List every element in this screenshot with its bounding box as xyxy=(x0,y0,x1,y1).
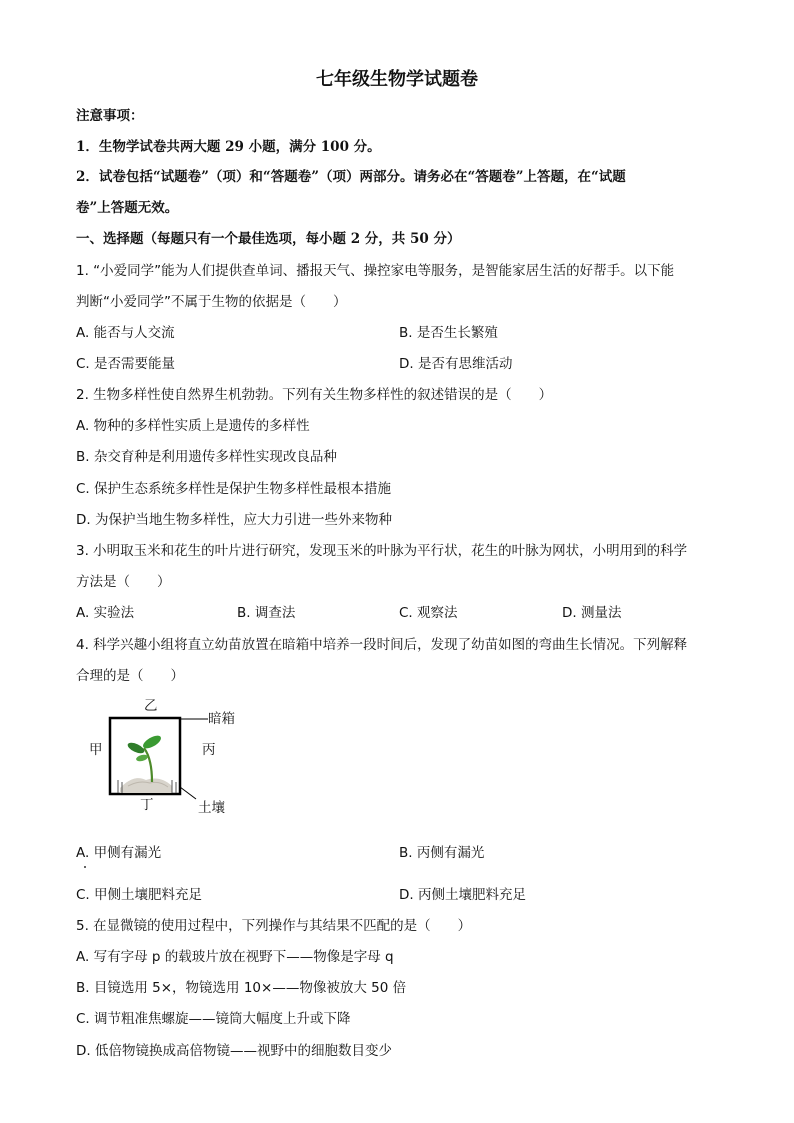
q1-option-b: B. 是否生长繁殖 xyxy=(399,325,498,341)
page-title: 七年级生物学试题卷 xyxy=(316,69,478,90)
q3-stem-line-2: 方法是（ ） xyxy=(76,574,171,590)
q4-option-b: B. 丙侧有漏光 xyxy=(399,845,485,861)
notice-heading: 注意事项： xyxy=(76,108,144,124)
q4-stem-line-2: 合理的是（ ） xyxy=(76,668,184,684)
q1-stem-line-1: 1. “小爱同学”能为人们提供查单词、播报天气、操控家电等服务，是智能家居生活的好帮手。以下能 xyxy=(76,263,675,279)
label-left: 甲 xyxy=(89,742,103,758)
q1-option-a: A. 能否与人交流 xyxy=(76,325,175,341)
q4-option-a: A. 甲侧有漏光 xyxy=(76,845,162,861)
label-top: 乙 xyxy=(144,698,158,714)
q5-option-b: B. 目镜选用 5×，物镜选用 10×——物像被放大 50 倍 xyxy=(76,980,407,996)
q3-option-c: C. 观察法 xyxy=(399,605,458,621)
label-soil: 土壤 xyxy=(198,800,225,816)
q5-option-a: A. 写有字母 p 的载玻片放在视野下——物像是字母 q xyxy=(76,949,394,965)
notice-item-2-line-2: 卷”上答题无效。 xyxy=(76,200,179,216)
q1-option-c: C. 是否需要能量 xyxy=(76,356,176,372)
q3-stem-line-1: 3. 小明取玉米和花生的叶片进行研究，发现玉米的叶脉为平行状，花生的叶脉为网状，小明用到的科学 xyxy=(76,543,688,559)
q2-option-a: A. 物种的多样性实质上是遗传的多样性 xyxy=(76,418,310,434)
q1-stem-line-2: 判断“小爱同学”不属于生物的依据是（ ） xyxy=(76,294,347,310)
label-right: 丙 xyxy=(202,742,216,758)
q5-stem: 5. 在显微镜的使用过程中，下列操作与其结果不匹配的是（ ） xyxy=(76,918,472,934)
q4-option-c: C. 甲侧土壤肥料充足 xyxy=(76,887,203,903)
q2-option-c: C. 保护生态系统多样性是保护生物多样性最根本措施 xyxy=(76,481,392,497)
q4-stem-line-1: 4. 科学兴趣小组将直立幼苗放置在暗箱中培养一段时间后，发现了幼苗如图的弯曲生长情况。下列解释 xyxy=(76,637,688,653)
q3-option-a: A. 实验法 xyxy=(76,605,135,621)
label-bottom: 丁 xyxy=(140,797,154,813)
q5-option-d: D. 低倍物镜换成高倍物镜——视野中的细胞数目变少 xyxy=(76,1043,392,1059)
stray-dot xyxy=(84,866,86,868)
label-dark-box: 暗箱 xyxy=(208,711,235,727)
section-heading-choice: 一、选择题（每题只有一个最佳选项，每小题 2 分，共 50 分） xyxy=(76,231,461,247)
q4-option-d: D. 丙侧土壤肥料充足 xyxy=(399,887,526,903)
q1-option-d: D. 是否有思维活动 xyxy=(399,356,513,372)
notice-item-2-line-1: 2．试卷包括“试题卷”（项）和“答题卷”（项）两部分。请务必在“答题卷”上答题，在“试题 xyxy=(76,169,626,185)
q3-option-b: B. 调查法 xyxy=(237,605,296,621)
q2-option-d: D. 为保护当地生物多样性，应大力引进一些外来物种 xyxy=(76,512,392,528)
q5-option-c: C. 调节粗准焦螺旋——镜筒大幅度上升或下降 xyxy=(76,1011,351,1027)
notice-item-1: 1．生物学试卷共两大题 29 小题，满分 100 分。 xyxy=(76,139,381,155)
q2-option-b: B. 杂交育种是利用遗传多样性实现改良品种 xyxy=(76,449,337,465)
q3-option-d: D. 测量法 xyxy=(562,605,622,621)
q2-stem: 2. 生物多样性使自然界生机勃勃。下列有关生物多样性的叙述错误的是（ ） xyxy=(76,387,553,403)
dark-box-figure xyxy=(80,698,250,820)
